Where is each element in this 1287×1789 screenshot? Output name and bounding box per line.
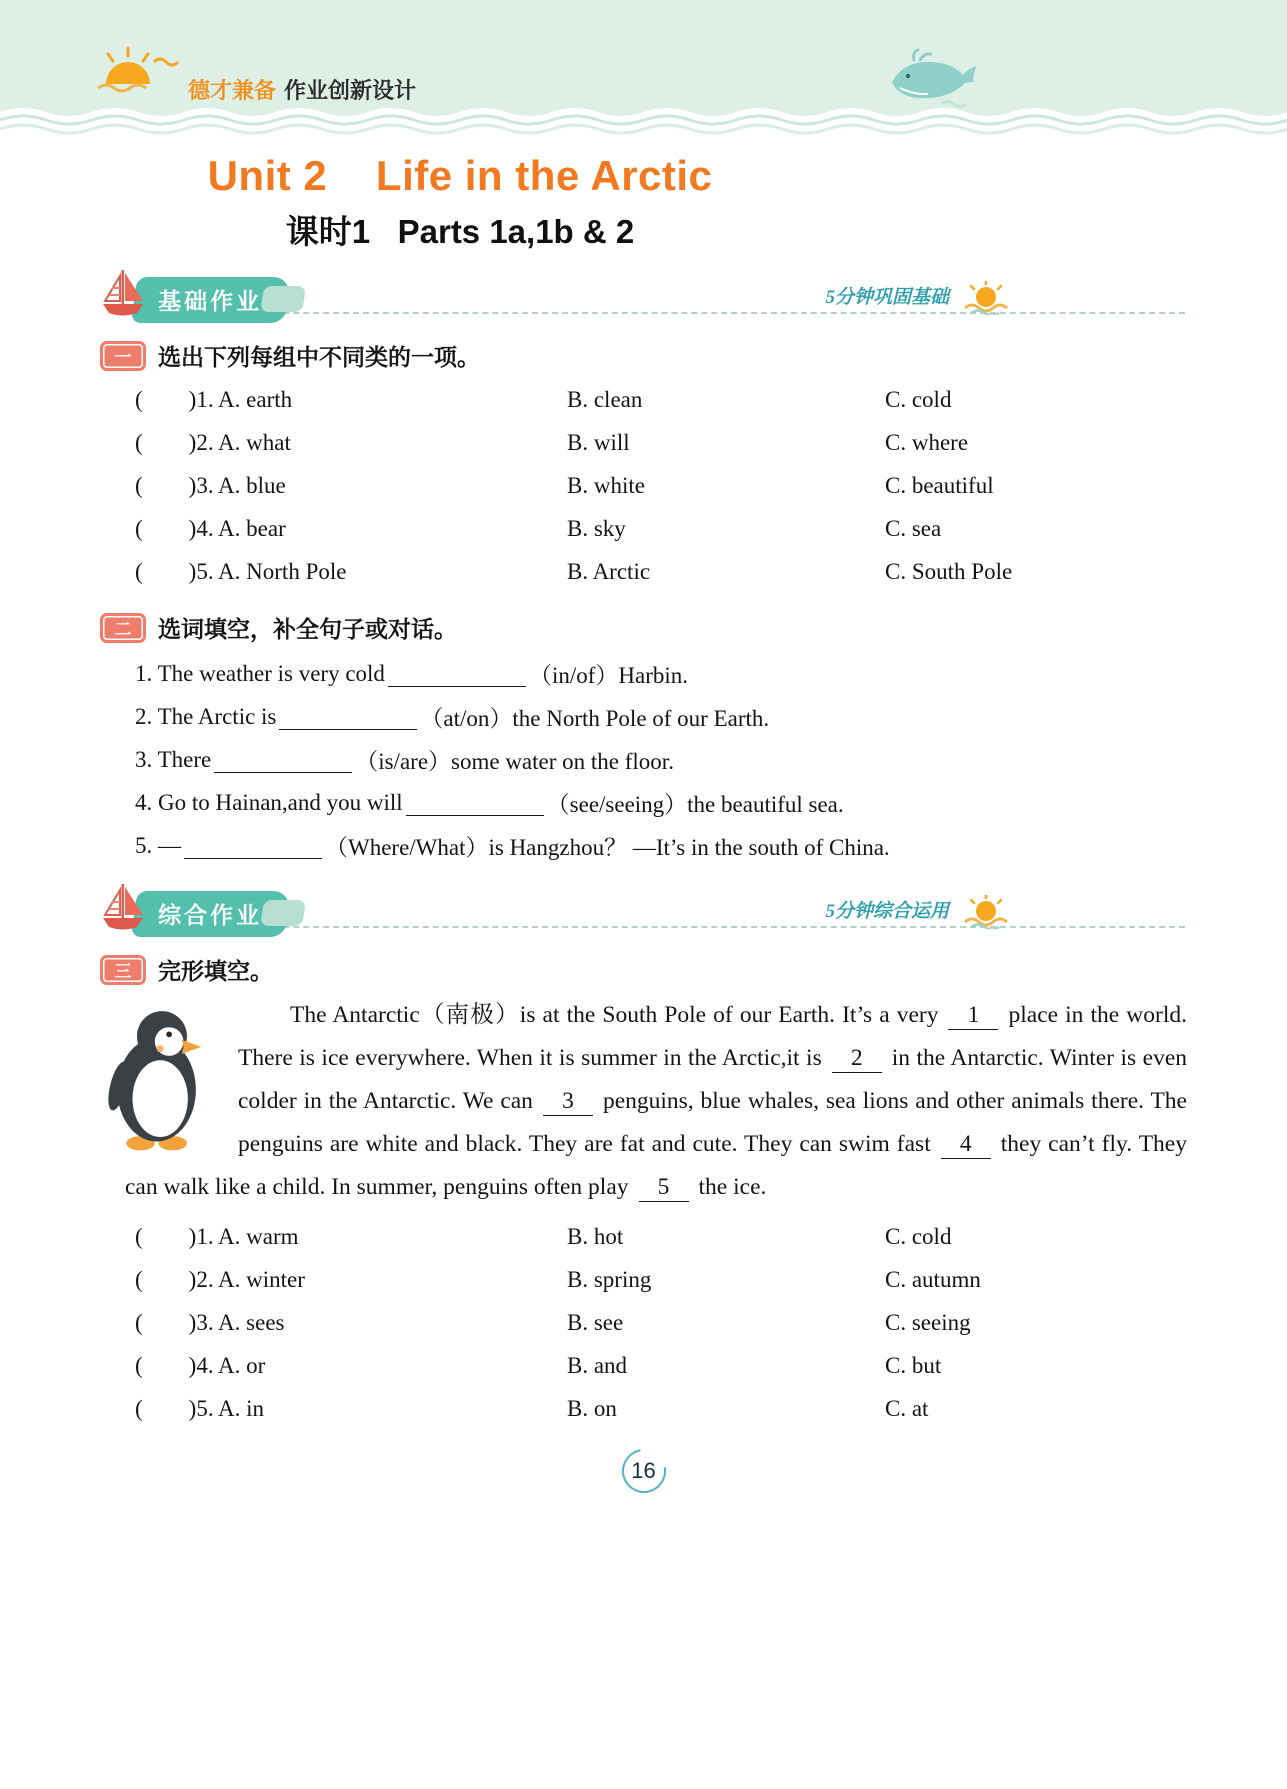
exercise2-number-tag: 二 [100,613,146,643]
fill-sentence [135,824,1187,867]
dashed-divider [154,312,1185,314]
brand-series: 作业创新设计 [284,78,417,103]
basic-banner [100,268,288,323]
passage-segment: in the Antarctic. Winter is even colder in the Antarctic. We can [238,1045,1188,1114]
comprehensive-section-banner-row [100,887,1187,935]
sentence-pre: 5. — [135,832,181,858]
sentence-post: （in/of）Harbin. [528,663,688,688]
answer-blank [406,790,544,816]
option-c: C. autumn [885,1266,981,1292]
passage-segment: penguins, blue whales, sea lions and other animals there. The penguins are white and black. They are fat and cute. They can swim fast [238,1088,1187,1157]
exercise1-items [0,378,1287,593]
option-b: B. and [567,1352,628,1378]
cloze-passage-block [125,994,1187,1209]
question-row [135,378,1187,421]
exercise1-instruction: 选出下列每组中不同类的一项。 [158,345,480,370]
sentence-post: （at/on）the North Pole of our Earth. [420,706,770,731]
answer-blank [214,747,352,773]
banner-shape [131,891,291,937]
basic-banner-label: 基础作业 [158,288,263,314]
answer-blank [279,704,417,730]
sentence-post: （see/seeing）the beautiful sea. [546,792,844,817]
option-a: ( )3. A. sees [135,1309,285,1335]
option-a: ( )4. A. or [135,1352,266,1378]
brand [188,74,416,105]
option-a: ( )5. A. in [135,1395,265,1421]
option-c: C. beautiful [885,472,994,498]
option-c: C. at [885,1395,929,1421]
header-band [0,0,1287,102]
option-b: B. white [567,472,645,498]
sailboat-icon [100,268,146,323]
question-row [135,507,1187,550]
option-b: B. Arctic [567,558,651,584]
option-c: C. but [885,1352,942,1378]
passage-segment: place in the world. There is ice everywhere. When it is summer in the Arctic,it is [238,1002,1187,1071]
question-row [135,550,1187,593]
basic-section-banner-row [100,273,1187,321]
option-c: C. sea [885,515,942,541]
sentence-post: （is/are）some water on the floor. [355,749,674,774]
sentence-post: （Where/What）is Hangzhou？ —It’s in the south of China. [325,835,890,860]
comprehensive-banner [100,882,288,937]
option-b: B. hot [567,1223,624,1249]
exercise2-instruction: 选词填空，补全句子或对话。 [158,617,457,642]
option-b: B. spring [567,1266,652,1292]
cloze-blank-2: 2 [832,1045,882,1073]
option-c: C. South Pole [885,558,1013,584]
question-row [135,1301,1187,1344]
option-a: ( )5. A. North Pole [135,558,347,584]
passage-segment: they can’t fly. They can walk like a child. In summer, penguins often play [125,1131,1187,1200]
cloze-passage [125,994,1187,1209]
exercise2-items [0,652,1287,867]
question-row [135,1215,1187,1258]
brand-name: 德才兼备 [188,78,277,103]
option-b: B. see [567,1309,624,1335]
option-c: C. cold [885,1223,952,1249]
option-b: B. sky [567,515,626,541]
sentence-pre: 4. Go to Hainan,and you will [135,789,403,815]
basic-time-note: 5分钟巩固基础 [825,287,949,308]
page-number: 16 [621,1448,667,1494]
option-a: ( )2. A. what [135,429,291,455]
whale-icon [884,48,980,115]
option-b: B. clean [567,386,643,412]
sentence-pre: 2. The Arctic is [135,703,277,729]
passage-segment: The Antarctic（南极）is at the South Pole of our Earth. It’s a very [290,1002,939,1028]
option-a: ( )4. A. bear [135,515,286,541]
cloze-blank-3: 3 [543,1088,593,1116]
banner-shape [131,277,291,323]
fill-sentence [135,695,1187,738]
unit-title: Unit 2 Life in the Arctic [207,152,713,199]
comprehensive-time-note: 5分钟综合运用 [825,901,949,922]
option-c: C. where [885,429,969,455]
option-a: ( )1. A. earth [135,386,293,412]
passage-segment: the ice. [698,1174,767,1200]
answer-blank [388,661,526,687]
sailboat-icon [100,882,146,937]
penguin-illustration [103,1004,212,1154]
option-c: C. cold [885,386,952,412]
title-block [0,152,920,253]
exercise1-header [100,339,1287,372]
cloze-blank-1: 1 [948,1002,998,1030]
question-row [135,1258,1187,1301]
option-a: ( )3. A. blue [135,472,286,498]
sentence-pre: 3. There [135,746,212,772]
lesson-subtitle: 课时1 Parts 1a,1b & 2 [285,213,635,250]
answer-blank [184,833,322,859]
option-b: B. will [567,429,630,455]
sun-over-sea-icon [961,281,1011,320]
cloze-blank-5: 5 [639,1174,689,1202]
comprehensive-banner-label: 综合作业 [158,902,263,928]
option-c: C. seeing [885,1309,971,1335]
sentence-pre: 1. The weather is very cold [135,660,385,686]
exercise2-header [100,611,1287,644]
fill-sentence [135,652,1187,695]
cloze-blank-4: 4 [941,1131,991,1159]
option-a: ( )2. A. winter [135,1266,305,1292]
exercise1-number-tag: 一 [100,341,146,371]
fill-sentence [135,738,1187,781]
option-a: ( )1. A. warm [135,1223,299,1249]
footer [0,1448,1287,1494]
option-b: B. on [567,1395,617,1421]
question-row [135,464,1187,507]
exercise3-instruction: 完形填空。 [158,959,273,984]
exercise3-header [100,953,1287,986]
question-row [135,1387,1187,1430]
fill-sentence [135,781,1187,824]
question-row [135,1344,1187,1387]
header-wave [0,102,1287,140]
exercise3-items [0,1215,1287,1430]
sun-icon [92,40,182,105]
exercise3-number-tag: 三 [100,955,146,985]
dashed-divider [154,926,1185,928]
sun-over-sea-icon [961,895,1011,934]
question-row [135,421,1187,464]
